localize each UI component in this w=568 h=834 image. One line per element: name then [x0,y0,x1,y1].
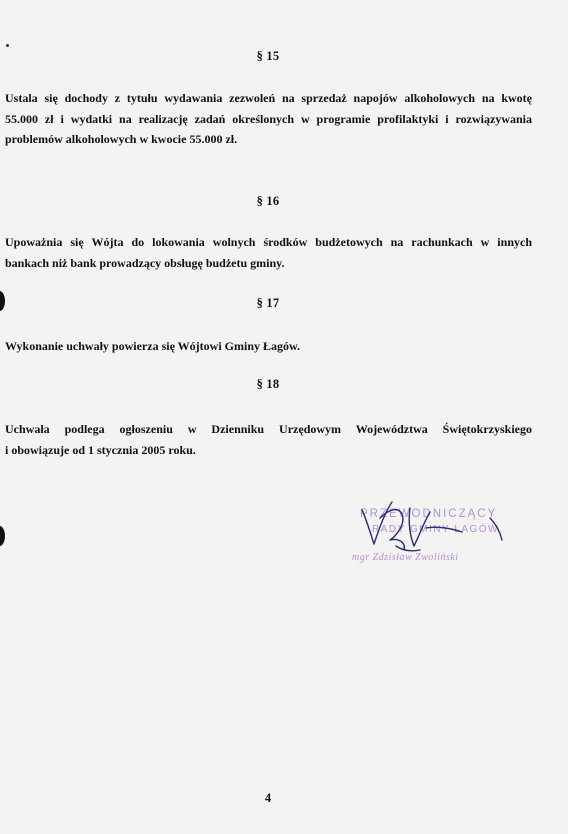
section-heading: § 17 [256,296,280,310]
stamp-title: PRZEWODNICZĄCY [360,508,498,520]
paragraph-line: Uchwała podlega ogłoszeniu w Dzienniku Urzędowym Województwa Świętokrzyskiego [5,422,532,436]
official-stamp [340,488,540,588]
stamp-body: RADY GMINY ŁAGÓW [372,524,499,535]
section-paragraph [5,336,532,357]
punch-hole [0,526,5,546]
paragraph-line: problemów alkoholowych w kwocie 55.000 zł. [5,132,238,146]
scan-mark [6,44,9,47]
section-paragraph [5,88,532,150]
section-heading: § 15 [256,49,280,63]
handwritten-signature [340,488,540,588]
paragraph-line: 55.000 zł i wydatki na realizację zadań określonych w programie profilaktyki i rozwiązywania [5,111,532,126]
paragraph-line: Ustala się dochody z tytułu wydawania zezwoleń na sprzedaż napojów alkoholowych na kwotę [5,91,532,105]
paragraph-line: i obowiązuje od 1 stycznia 2005 roku. [5,442,196,457]
page-number: 4 [264,791,272,805]
section-paragraph [5,419,532,460]
paragraph-line: bankach niż bank prowadzący obsługę budżetu gminy. [5,255,285,270]
paragraph-line: Wykonanie uchwały powierza się Wójtowi Gminy Łagów. [5,339,301,353]
section-heading: § 16 [256,194,280,208]
section-heading: § 18 [256,377,280,391]
section-paragraph [5,232,532,273]
stamp-name: mgr Zdzisław Zwoliński [352,552,459,563]
paragraph-line: Upoważnia się Wójta do lokowania wolnych środków budżetowych na rachunkach w innych [5,235,532,249]
